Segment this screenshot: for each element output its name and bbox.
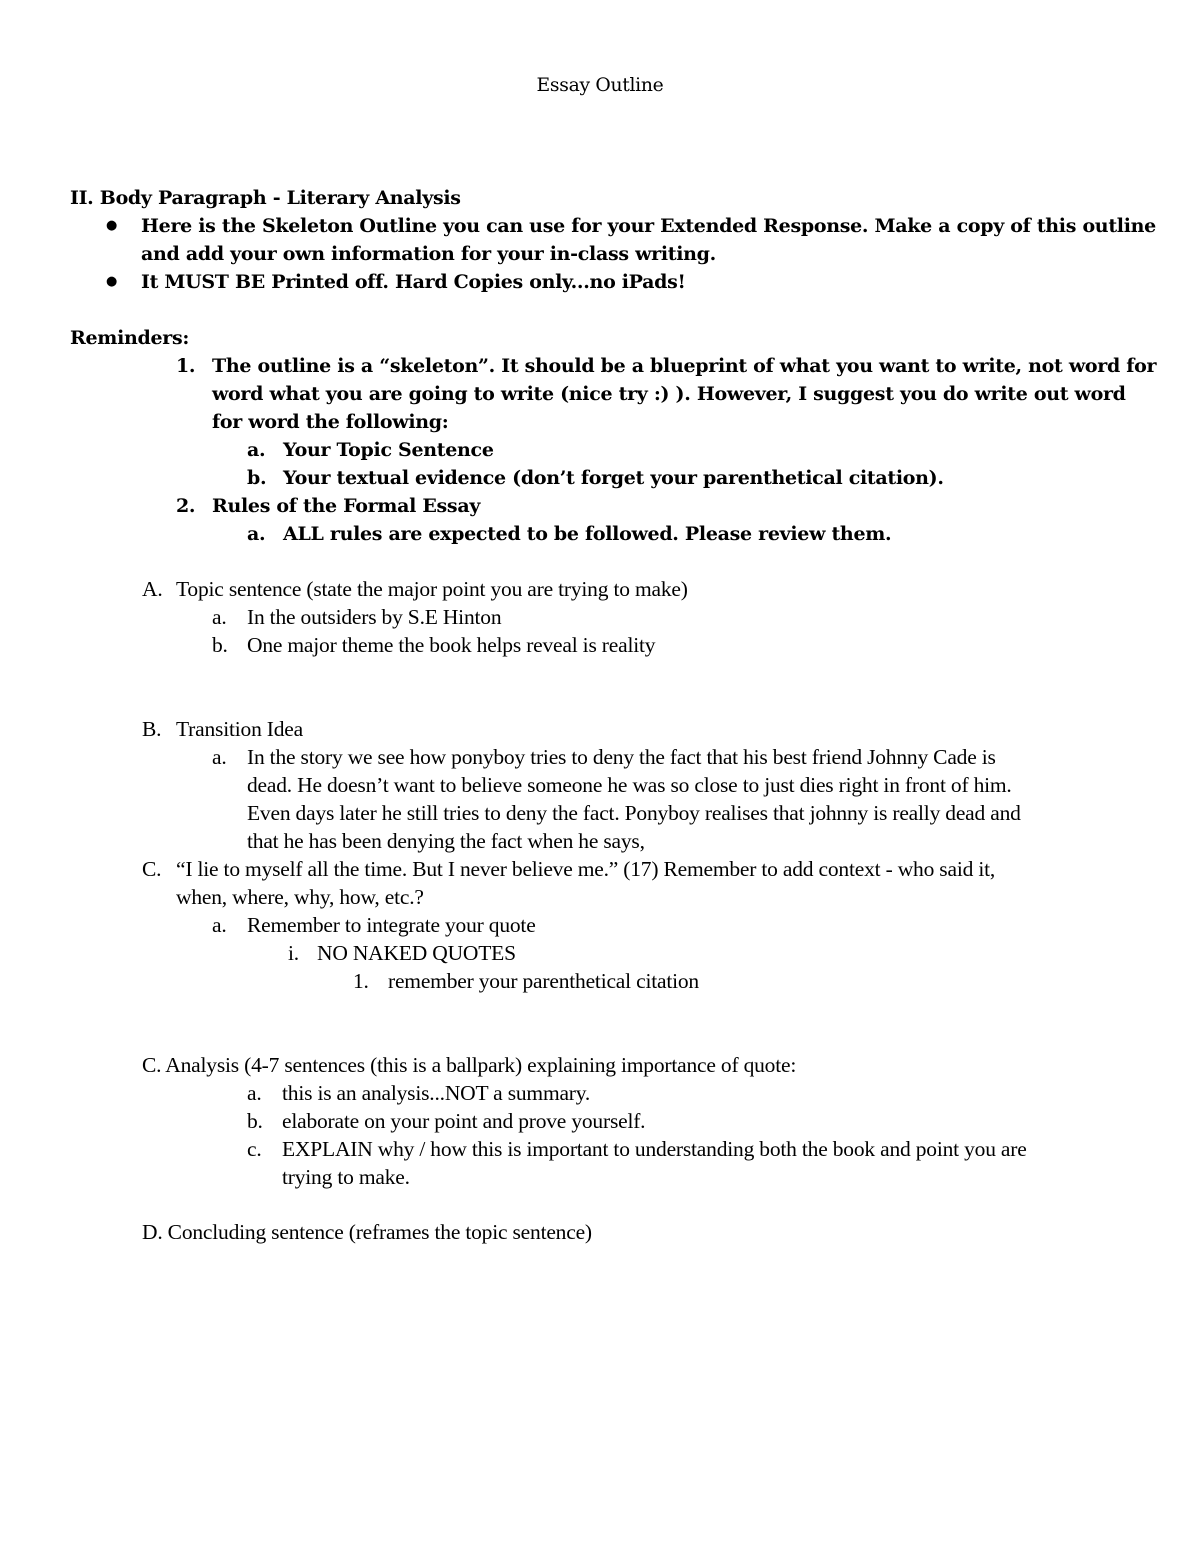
list-marker: 1.	[176, 355, 196, 377]
reminder-subitem: Your textual evidence (don’t forget your parenthetical citation).	[283, 467, 944, 489]
list-marker: a.	[247, 523, 266, 545]
outline-text-line: Even days later he still tries to deny the fact. Ponyboy realises that johnny is really dead and	[247, 801, 1021, 825]
outline-marker: b.	[247, 1109, 263, 1133]
reminder-text-line: The outline is a “skeleton”. It should be a blueprint of what you want to write, not word for	[212, 355, 1157, 377]
reminder-text-line: for word the following:	[212, 411, 449, 433]
outline-text-line: remember your parenthetical citation	[388, 969, 699, 993]
outline-marker: a.	[212, 913, 227, 937]
outline-marker: a.	[247, 1081, 262, 1105]
outline-text-line: dead. He doesn’t want to believe someone he was so close to just dies right in front of him.	[247, 773, 1012, 797]
bullet-text-line: and add your own information for your in-class writing.	[141, 243, 716, 265]
outline-text-line: Topic sentence (state the major point you are trying to make)	[176, 577, 688, 601]
outline-marker: c.	[247, 1137, 262, 1161]
outline-marker: b.	[212, 633, 228, 657]
document-title: Essay Outline	[536, 75, 664, 96]
reminder-subitem: Your Topic Sentence	[283, 439, 494, 461]
outline-text-line: EXPLAIN why / how this is important to understanding both the book and point you are	[282, 1137, 1027, 1161]
bullet-text-line: Here is the Skeleton Outline you can use for your Extended Response. Make a copy of this outline	[141, 215, 1156, 237]
outline-marker: a.	[212, 605, 227, 629]
list-marker: b.	[247, 467, 267, 489]
reminder-subitem: ALL rules are expected to be followed. Please review them.	[283, 523, 892, 545]
outline-text-line: One major theme the book helps reveal is reality	[247, 633, 656, 657]
outline-text-line: In the story we see how ponyboy tries to deny the fact that his best friend Johnny Cade is	[247, 745, 996, 769]
outline-text-line: Remember to integrate your quote	[247, 913, 536, 937]
outline-text-line: “I lie to myself all the time. But I never believe me.” (17) Remember to add context - who said it,	[176, 857, 996, 881]
outline-text-line: when, where, why, how, etc.?	[176, 885, 424, 909]
reminders-heading: Reminders:	[70, 327, 190, 349]
outline-text-line: C. Analysis (4-7 sentences (this is a ballpark) explaining importance of quote:	[142, 1053, 797, 1077]
list-marker: 2.	[176, 495, 196, 517]
outline-marker: B.	[142, 717, 162, 741]
outline-marker: C.	[142, 857, 162, 881]
list-marker: a.	[247, 439, 266, 461]
outline-marker: A.	[142, 577, 163, 601]
bullet-icon: ●	[106, 274, 118, 289]
outline-marker: a.	[212, 745, 227, 769]
outline-text-line: this is an analysis...NOT a summary.	[282, 1081, 591, 1105]
outline-marker: i.	[288, 941, 299, 965]
outline-text-line: trying to make.	[282, 1165, 410, 1189]
bullet-text-line: It MUST BE Printed off. Hard Copies only...no iPads!	[141, 271, 686, 293]
outline-text-line: D. Concluding sentence (reframes the topic sentence)	[142, 1220, 592, 1244]
section-heading: II. Body Paragraph - Literary Analysis	[70, 187, 461, 209]
bullet-icon: ●	[106, 218, 118, 233]
reminder-text-line: Rules of the Formal Essay	[212, 495, 481, 517]
outline-text-line: that he has been denying the fact when he says,	[247, 829, 645, 853]
outline-text-line: elaborate on your point and prove yourself.	[282, 1109, 646, 1133]
outline-marker: 1.	[353, 969, 369, 993]
outline-text-line: In the outsiders by S.E Hinton	[247, 605, 502, 629]
outline-text-line: Transition Idea	[176, 717, 303, 741]
outline-text-line: NO NAKED QUOTES	[317, 941, 516, 965]
reminder-text-line: word what you are going to write (nice try :) ). However, I suggest you do write out word	[212, 383, 1126, 405]
